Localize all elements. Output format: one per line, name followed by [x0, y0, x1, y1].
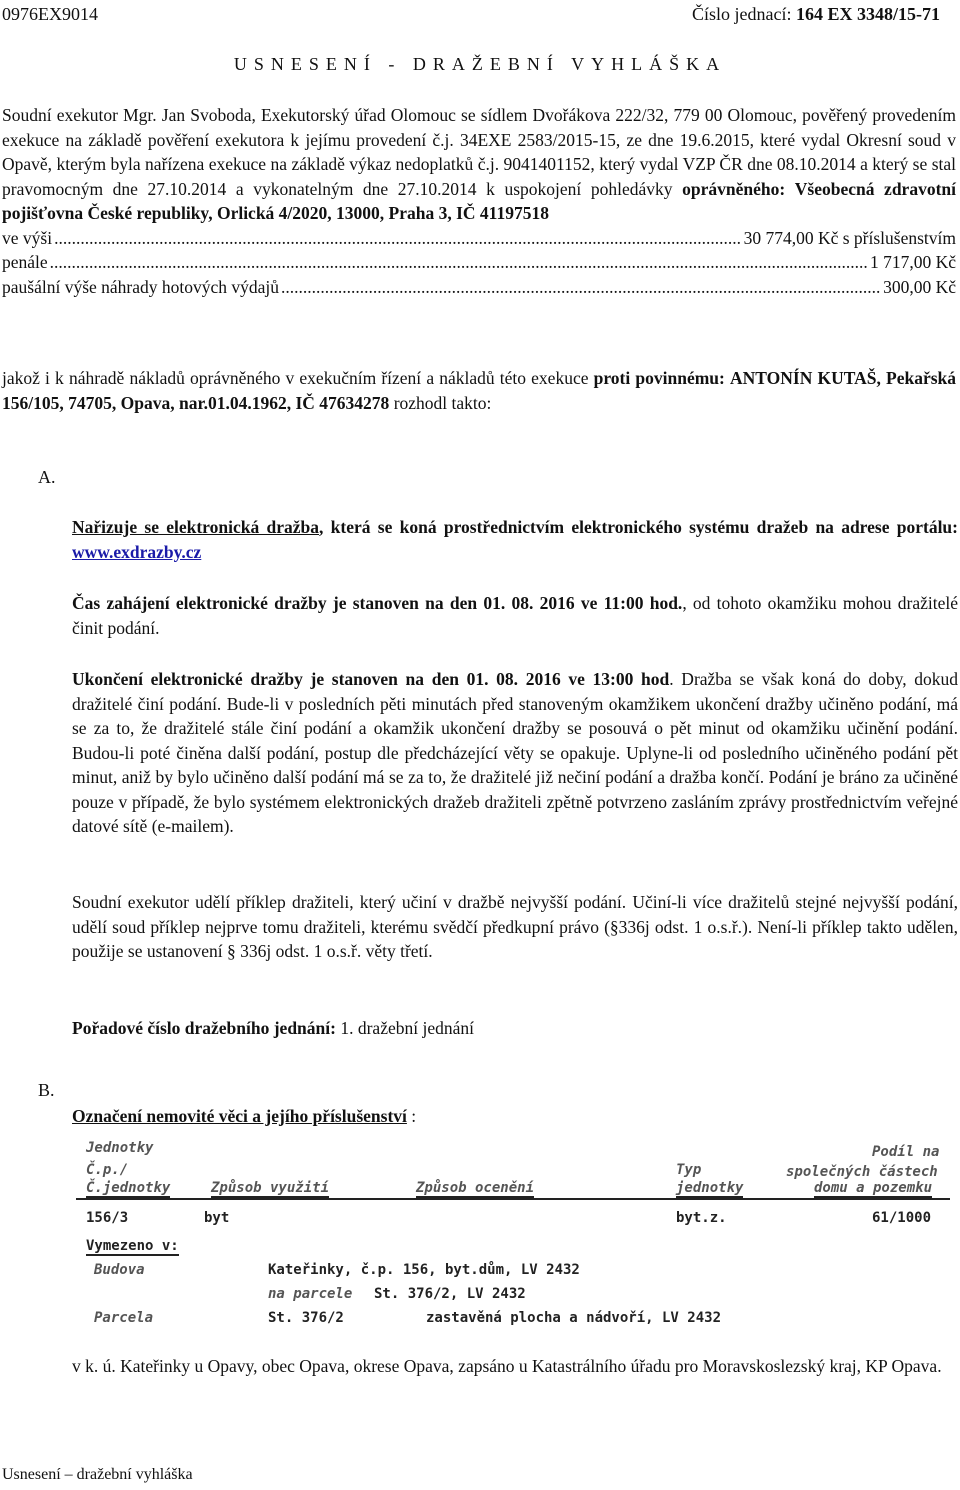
- footer: Usnesení – dražební vyhláška: [2, 1466, 193, 1483]
- property-table-scan: Jednotky Č.p./ Č.jednotky Způsob využití Způsob ocenění Typ jednotky Podíl na společných částech domu a pozemku 156/3 byt byt.z. 61/1000 Vymezeno v: Budova Kateřinky, č.p. 156, byt.dům, LV 2432 na parcele St. 376/2, LV 2432 Parcela St. 376/2 zastavěná plocha a nádvoří, LV 2432: [86, 1140, 950, 1340]
- award-paragraph: Soudní exekutor udělí příklep dražiteli, který učiní v dražbě nejvyšší podání. Učiní-li více dražitelů stejné nejvyšší podání, udělí soud příklep nejprve tomu dražiteli, kterému svědčí předkupní právo (§336j odst. 1 o.s.ř.). Není-li příklep takto udělen, použije se ustanovení § 336j odst. 1 o.s.ř. věty třetí.: [72, 892, 958, 961]
- section-a-label: A.: [38, 467, 56, 487]
- page-title: USNESENÍ - DRAŽEBNÍ VYHLÁŠKA: [233, 54, 727, 74]
- debtor-name: ANTONÍN KUTAŠ, Pekařská 156/105, 74705, Opava, nar.01.04.1962, IČ 47634278: [2, 368, 957, 413]
- debtor-label: proti povinnému:: [593, 368, 725, 388]
- amount-line: ve výši ..... 30 774,00 Kč s příslušenstvím: [2, 226, 956, 251]
- intro-paragraph: [2, 103, 956, 299]
- portal-link[interactable]: www.exdrazby.cz: [72, 541, 202, 562]
- order-number: Pořadové číslo dražebního jednání: 1. dražební jednání: [72, 1018, 474, 1038]
- amount-line: penále ..... 1 717,00 Kč: [2, 250, 956, 275]
- location-paragraph: v k. ú. Kateřinky u Opavy, obec Opava, okrese Opava, zapsáno u Katastrálního úřadu pro Moravskoslezský kraj, KP Opava.: [72, 1356, 942, 1376]
- section-b-label: B.: [38, 1080, 55, 1100]
- auction-order: Nařizuje se elektronická dražba, která se koná prostřednictvím elektronického systému dražeb na adrese portálu: www.exdrazby.cz: [72, 517, 958, 562]
- section-b-heading: Označení nemovité věci a jejího příslušenství :: [72, 1106, 417, 1126]
- amount-line: paušální výše náhrady hotových výdajů ..... 300,00 Kč: [2, 275, 956, 300]
- case-number: Číslo jednací: 164 EX 3348/15-71: [692, 4, 940, 24]
- creditor-label: oprávněného:: [682, 178, 786, 199]
- creditor: Všeobecná zdravotní pojišťovna České republiky, Orlická 4/2020, 13000, Praha 3, IČ 41197518: [2, 178, 956, 223]
- auction-start: Čas zahájení elektronické dražby je stanoven na den 01. 08. 2016 ve 11:00 hod., od tohoto okamžiku mohou dražitelé činit podání.: [72, 593, 959, 638]
- document-id: 0976EX9014: [2, 4, 98, 24]
- debtor-paragraph: jakož i k náhradě nákladů oprávněného v exekučním řízení a nákladů této exekuce proti povinnému: ANTONÍN KUTAŠ, Pekařská 156/105, 74705, Opava, nar.01.04.1962, IČ 47634278 rozhodl takto:: [2, 368, 957, 413]
- intro-text: Soudní exekutor Mgr. Jan Svoboda, Exekutorský úřad Olomouc se sídlem Dvořákova 222/32, 779 00 Olomouc, pověřený provedením exekuce na základě pověření exekutora k jejímu provedení č.j. 34EXE 2583/2015-15, ze dne 19.6.2015, které vydal Okresní soud v Opavě, kterým byla nařízena exekuce na základě výkaz nedoplatků č.j. 9041401152, který vydal VZP ČR dne 08.10.2014 a který se stal pravomocným dne 27.10.2014 a vykonatelným dne 27.10.2014 k uspokojení pohledávky oprávněného: Všeobecná zdravotní pojišťovna České republiky, Orlická 4/2020, 13000, Praha 3, IČ 41197518: [2, 105, 956, 223]
- auction-end: Ukončení elektronické dražby je stanoven na den 01. 08. 2016 ve 13:00 hod. Dražba se však koná do doby, dokud dražitelé činí podání. Bude-li v posledních pěti minutách před stanoveným okamžikem ukončení dražby učiněno podání, má se za to, že dražitelé stále činí podání a okamžik ukončení dražby se posouvá o pět minut od okamžiku učinění podání. Budou-li poté činěna další podání, postup dle předcházející věty se opakuje. Uplyne-li od posledního učiněného podání pět minut, aniž by bylo učiněno další podání má se za to, že dražitelé již nečiní podání a dražba končí. Podání je bráno za učiněné pouze v případě, že bylo systémem elektronických dražeb dražiteli zpětně potvrzeno zasláním zprávy prostřednictvím veřejné datové sítě (e-mailem).: [72, 669, 958, 836]
